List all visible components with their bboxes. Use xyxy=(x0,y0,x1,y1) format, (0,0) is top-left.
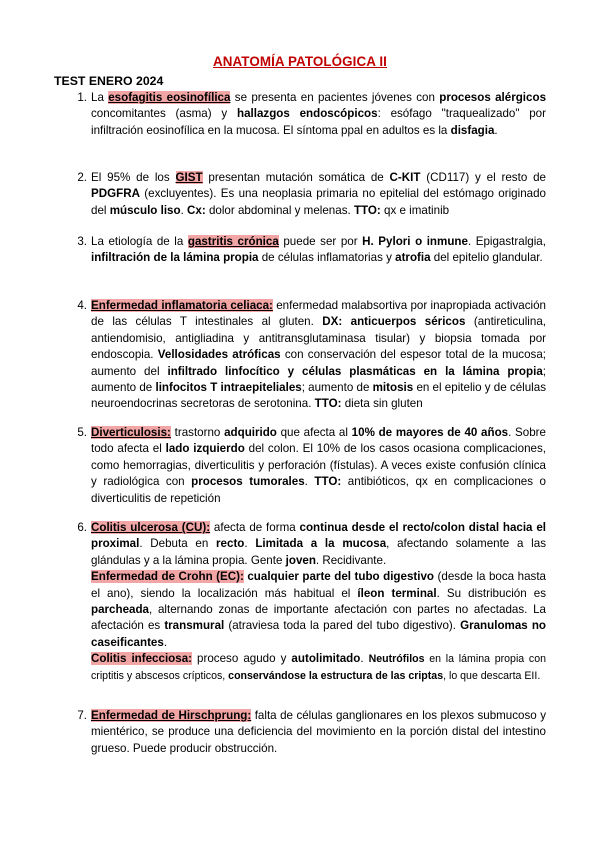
text: afecta de forma xyxy=(210,521,300,534)
list-item-3 xyxy=(77,234,546,267)
bold-text: disfagia xyxy=(450,123,495,137)
text: concomitantes (asma) y xyxy=(91,107,237,121)
bold-text: parcheada xyxy=(91,603,149,617)
highlighted-term: esofagitis eosinofílica xyxy=(108,91,231,104)
text: La etiología de la xyxy=(91,235,188,248)
highlighted-term: Enfermedad de Crohn (EC): xyxy=(91,570,244,584)
list-item-5 xyxy=(77,425,546,507)
bold-text: conservándose la estructura de las criptas xyxy=(228,669,444,682)
text: . xyxy=(163,635,168,649)
text: qx e imatinib xyxy=(380,203,450,217)
text: (desde la boca hasta el ano), siendo la localización más habitual el xyxy=(91,570,546,600)
item-number: 3. xyxy=(77,235,87,248)
text: presentan mutación somática de xyxy=(202,171,390,184)
text: (excluyentes). Es una neoplasia primaria no epitelial del estómago originado del xyxy=(91,187,546,217)
item-number: 4. xyxy=(77,299,87,312)
highlighted-term: GIST xyxy=(175,171,203,184)
bold-text: atrofia xyxy=(395,251,431,265)
item-number: 6. xyxy=(77,521,87,534)
text: falta de células ganglionares en los plexos submucoso y mientérico, se produce una deficiencia del movimiento en la porción distal del intestino grueso. Puede producir obstrucción. xyxy=(91,709,546,755)
item-number: 1. xyxy=(77,91,87,104)
highlighted-term: Diverticulosis: xyxy=(91,426,171,439)
text: ; aumento de xyxy=(301,381,373,395)
bold-text: 10% de mayores de 40 años xyxy=(351,426,509,439)
text: . xyxy=(494,123,498,137)
text: enfermedad malabsortiva por inapropiada activación de las células T intestinales al gluten. xyxy=(91,299,546,329)
text: . xyxy=(304,475,315,489)
text: La xyxy=(91,91,109,104)
test-subtitle: TEST ENERO 2024 xyxy=(54,74,164,88)
colitis-ulcerosa-paragraph xyxy=(91,520,546,569)
text: que afecta al xyxy=(276,426,352,439)
text: antibióticos, qx en complicaciones o diverticulitis de repetición xyxy=(91,475,546,505)
text: : esófago "traquealizado" por infiltración eosinofílica en la mucosa. El síntoma ppal en adultos es la xyxy=(91,107,546,137)
bold-text: procesos alérgicos xyxy=(439,91,547,104)
list-item-4 xyxy=(77,298,546,413)
text: de células inflamatorias y xyxy=(258,251,396,265)
list-item-1 xyxy=(77,90,547,139)
bold-text: procesos tumorales xyxy=(191,475,305,489)
text: . xyxy=(360,652,369,666)
text: . Sobre todo afecta el xyxy=(91,426,546,456)
text: dieta sin gluten xyxy=(341,397,423,411)
text: se presenta en pacientes jóvenes con xyxy=(230,91,440,104)
text: ; aumento de xyxy=(91,364,546,395)
bold-text: linfocitos T intraepiteliales xyxy=(155,381,302,395)
text: . Epigastralgia, xyxy=(467,235,546,248)
highlighted-term: Colitis infecciosa: xyxy=(91,652,193,666)
highlighted-term: gastritis crónica xyxy=(187,235,279,248)
bold-text: Cx: xyxy=(187,203,206,217)
bold-text: Vellosidades atróficas xyxy=(157,348,281,362)
bold-text: C-KIT xyxy=(389,171,421,184)
item-number: 5. xyxy=(77,426,87,439)
text: dolor abdominal y melenas. xyxy=(205,203,354,217)
highlighted-term: Enfermedad de Hirschprung: xyxy=(91,709,252,722)
bold-text: íleon terminal xyxy=(357,586,437,600)
text: proceso agudo y xyxy=(192,652,292,666)
highlighted-term: Enfermedad inflamatoria celiaca: xyxy=(91,299,273,312)
bold-text: lado izquierdo xyxy=(165,442,245,456)
bold-text: continua desde el recto/colon distal hacia el proximal xyxy=(91,521,546,551)
page-title: ANATOMÍA PATOLÓGICA II xyxy=(212,54,388,69)
bold-text: infiltrado linfocítico y células plasmáticas en la lámina propia xyxy=(167,364,543,378)
text: (atraviesa toda la pared del tubo digestivo). xyxy=(224,619,461,633)
text: trastorno xyxy=(170,426,225,439)
colitis-infecciosa-paragraph xyxy=(91,651,546,684)
text: (CD117) y el resto de xyxy=(420,171,546,184)
text: (antireticulina, antiendomisio, antigliadina y antitransglutaminasa tisular) y biopsia tomada por endoscopia. xyxy=(91,315,546,362)
bold-text: hallazgos endoscópicos xyxy=(236,107,378,121)
bold-text: Neutrófilos xyxy=(368,653,425,666)
bold-text: Granulomas no caseificantes xyxy=(91,619,546,649)
bold-text: TTO: xyxy=(314,397,342,411)
text: del colon. El 10% de los casos ocasiona complicaciones, como hemorragias, diverticulitis y perforación (fístulas). A veces existe confusión clínica y radiológica con xyxy=(91,442,546,489)
text: del epitelio glandular. xyxy=(430,251,543,265)
bold-text: Limitada a la mucosa xyxy=(255,537,387,551)
bold-text: recto xyxy=(216,537,245,551)
bold-text: autolimitado xyxy=(291,652,361,666)
text: . Debuta en xyxy=(139,537,217,551)
text: , lo que descarta EII. xyxy=(443,669,541,682)
bold-text: joven xyxy=(285,553,316,567)
list-item-7 xyxy=(77,708,546,757)
text: , alternando zonas de importante afectación con partes no afectadas. La afectación es xyxy=(91,603,546,633)
text: en la lámina propia con criptitis y abscesos crípticos, xyxy=(91,653,547,682)
text: El 95% de los xyxy=(91,171,176,184)
highlighted-term: Colitis ulcerosa (CU): xyxy=(91,521,211,534)
bold-text: DX: anticuerpos séricos xyxy=(322,315,466,329)
text: . Recidivante. xyxy=(315,553,387,567)
bold-text: mitosis xyxy=(372,381,414,395)
list-item-6 xyxy=(77,520,547,684)
text: en el epitelio y de células neuroendocrinas secretoras de serotonina. xyxy=(91,381,546,411)
bold-text: cualquier parte del tubo digestivo xyxy=(247,570,435,584)
bold-text: TTO: xyxy=(353,203,381,217)
bold-text: adquirido xyxy=(224,426,277,439)
text: con conservación del espesor total de la mucosa; aumento del xyxy=(91,348,546,378)
text: , afectando solamente a las glándulas y a la lámina propia. Gente xyxy=(91,537,546,567)
item-number: 7. xyxy=(77,709,87,722)
text: . xyxy=(244,537,256,551)
bold-text: músculo liso xyxy=(109,203,181,217)
crohn-paragraph xyxy=(91,569,546,651)
bold-text: PDGFRA xyxy=(91,187,140,201)
bold-text: transmural xyxy=(164,619,225,633)
bold-text: infiltración de la lámina propia xyxy=(91,251,259,265)
list-item-2 xyxy=(77,170,546,219)
text: puede ser por xyxy=(278,235,363,248)
bold-text: TTO: xyxy=(314,475,342,489)
bold-text: H. Pylori o inmune xyxy=(362,235,468,248)
text: . Su distribución es xyxy=(436,586,546,600)
text: . xyxy=(180,203,188,217)
item-number: 2. xyxy=(77,171,87,184)
